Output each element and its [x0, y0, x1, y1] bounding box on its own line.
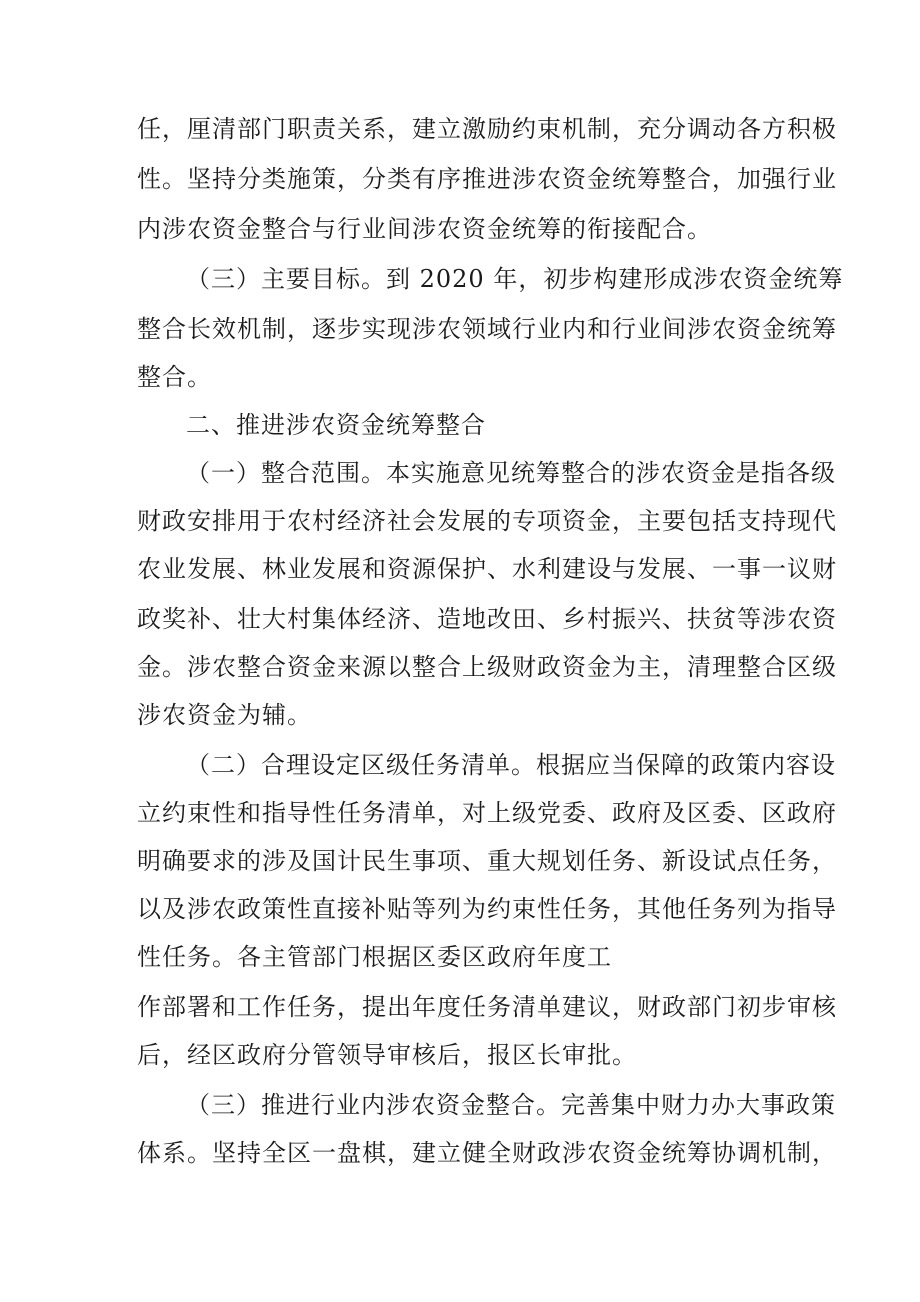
text-line: （二）合理设定区级任务清单。根据应当保障的政策内容设 — [186, 751, 836, 779]
text-line: 体系。坚持全区一盘棋，建立健全财政涉农资金统筹协调机制， — [137, 1139, 837, 1167]
text-line: 后，经区政府分管领导审核后，报区长审批。 — [137, 1041, 637, 1069]
text-line: 性。坚持分类施策，分类有序推进涉农资金统筹整合，加强行业 — [137, 165, 837, 193]
text-line: 性任务。各主管部门根据区委区政府年度工 — [137, 943, 612, 971]
text-line: 作部署和工作任务，提出年度任务清单建议，财政部门初步审核 — [137, 993, 837, 1021]
text-line: 金。涉农整合资金来源以整合上级财政资金为主，清理整合区级 — [137, 653, 837, 681]
text-line: 内涉农资金整合与行业间涉农资金统筹的衔接配合。 — [137, 215, 712, 243]
text-line: 财政安排用于农村经济社会发展的专项资金，主要包括支持现代 — [137, 507, 837, 535]
text-line: 任，厘清部门职责关系，建立激励约束机制，充分调动各方积极 — [137, 115, 837, 143]
section-heading: 二、推进涉农资金统筹整合 — [186, 411, 486, 439]
text-line: 农业发展、林业发展和资源保护、水利建设与发展、一事一议财 — [137, 555, 837, 583]
text-line: 政奖补、壮大村集体经济、造地改田、乡村振兴、扶贫等涉农资 — [137, 605, 837, 633]
text-line: 涉农资金为辅。 — [137, 701, 312, 729]
text-line: 立约束性和指导性任务清单，对上级党委、政府及区委、区政府 — [137, 799, 837, 827]
text-line: 整合长效机制，逐步实现涉农领域行业内和行业间涉农资金统筹 — [137, 315, 837, 343]
text-line: 明确要求的涉及国计民生事项、重大规划任务、新设试点任务， — [137, 847, 837, 875]
text-line: （三）推进行业内涉农资金整合。完善集中财力办大事政策 — [186, 1091, 836, 1119]
text-line: 以及涉农政策性直接补贴等列为约束性任务，其他任务列为指导 — [137, 895, 837, 923]
text-line: （三）主要目标。到 2020 年，初步构建形成涉农资金统筹 — [186, 265, 844, 293]
text-line: （一）整合范围。本实施意见统筹整合的涉农资金是指各级 — [186, 459, 836, 487]
text-line: 整合。 — [137, 363, 212, 391]
